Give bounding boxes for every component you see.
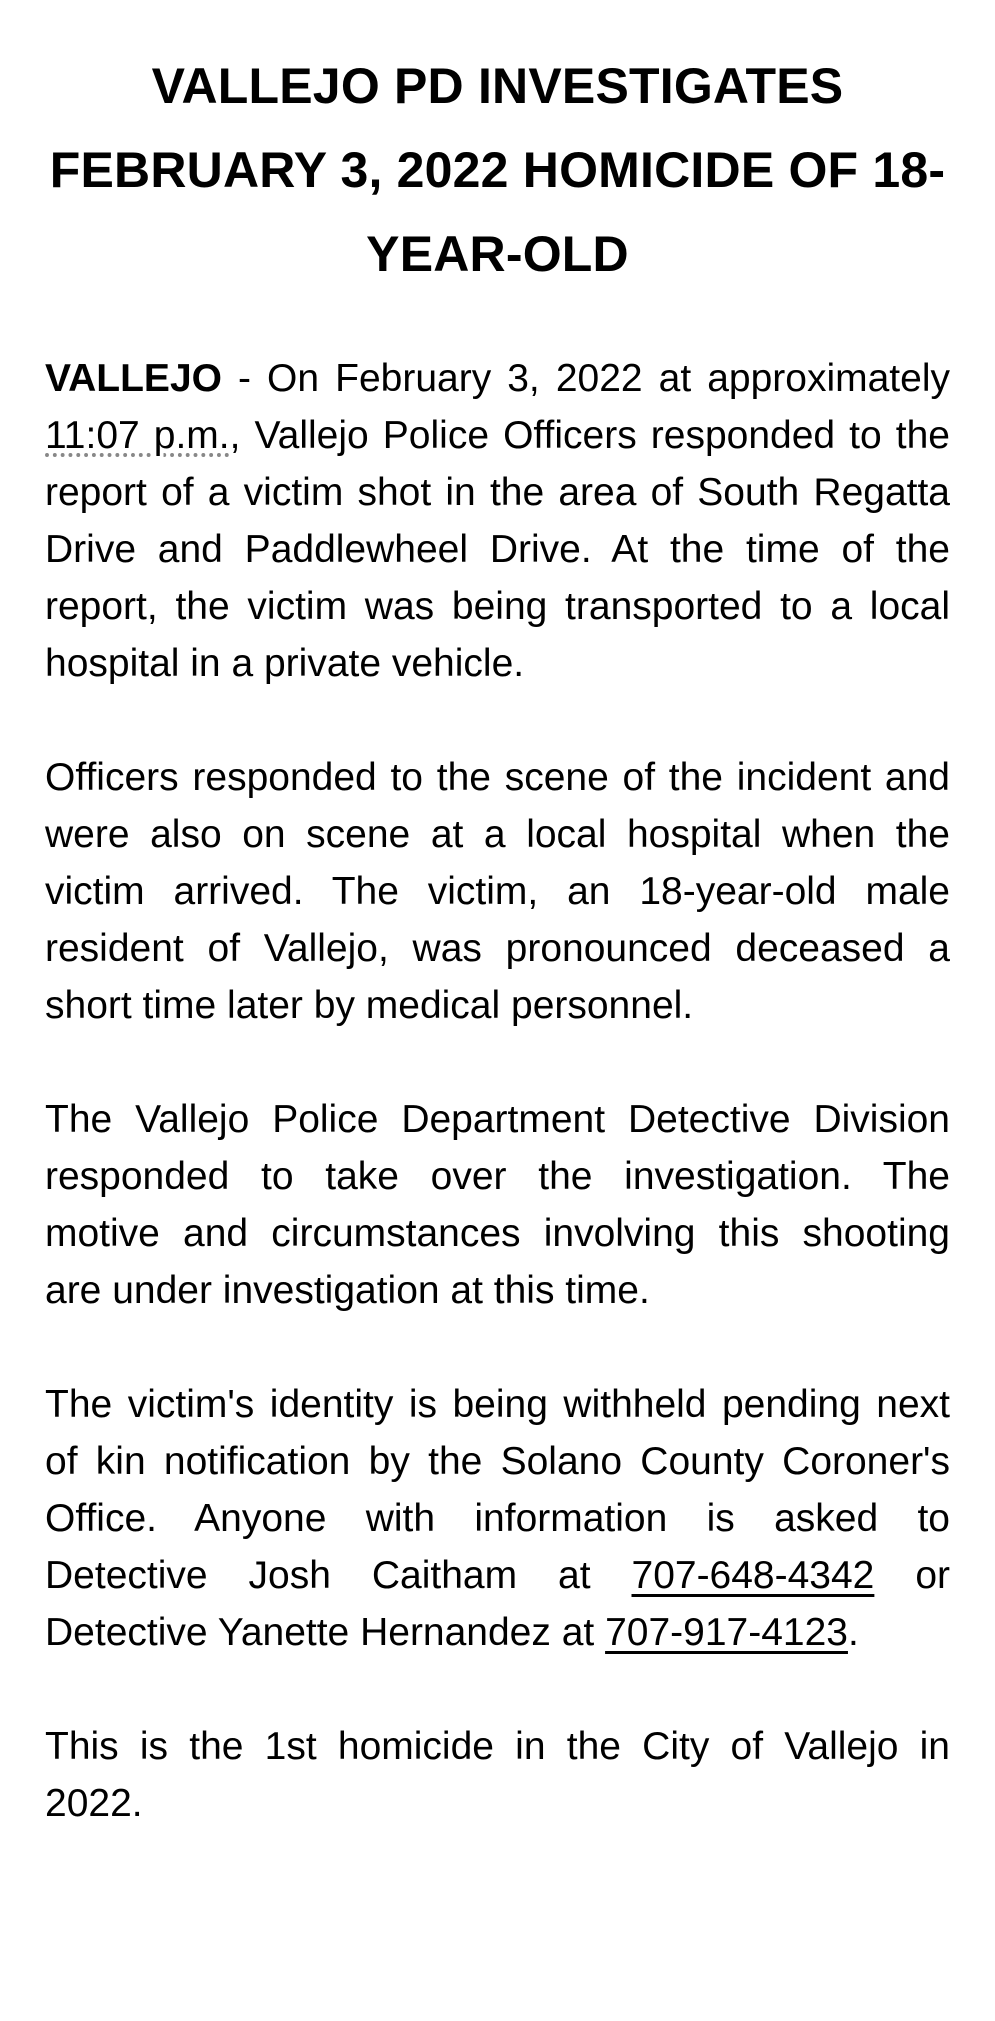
paragraph-incident-text-b: , Vallejo Police Officers responded to the report of a victim shot in the area of South Regatta Drive and Paddlewheel Drive. At the time of the report, the victim was being transported to a local hospital in a private vehicle. bbox=[45, 414, 950, 685]
dateline: VALLEJO bbox=[45, 357, 222, 400]
paragraph-investigation: The Vallejo Police Department Detective Division responded to take over the investigation. The motive and circumstances involving this shooting are under investigation at this time. bbox=[45, 1098, 950, 1312]
paragraph-response: Officers responded to the scene of the incident and were also on scene at a local hospital when the victim arrived. The victim, an 18-year-old male resident of Vallejo, was pronounced deceased a short time later by medical personnel. bbox=[45, 756, 950, 1027]
paragraph-contact-text-b: or Detective Yanette Hernandez at bbox=[45, 1554, 951, 1654]
paragraph-contact-text-a: The victim's identity is being withheld pending next of kin notification by the Solano County Coroner's Office. Anyone with information is asked to Detective Josh Caitham at bbox=[45, 1383, 950, 1597]
paragraph-homicide-count: This is the 1st homicide in the City of Vallejo in 2022. bbox=[45, 1725, 950, 1825]
time-link[interactable]: 11:07 p.m. bbox=[45, 414, 230, 457]
paragraph-contact bbox=[45, 1376, 950, 1661]
paragraph-incident bbox=[45, 350, 950, 692]
headline: VALLEJO PD INVESTIGATES FEBRUARY 3, 2022 HOMICIDE OF 18-YEAR-OLD bbox=[49, 58, 946, 282]
article-body bbox=[45, 350, 950, 1832]
paragraph-contact-text-c: . bbox=[847, 1611, 859, 1654]
phone-link-hernandez[interactable]: 707-917-4123 bbox=[605, 1611, 848, 1654]
paragraph-incident-text-a: - On February 3, 2022 at approximately bbox=[221, 357, 950, 400]
phone-link-caitham[interactable]: 707-648-4342 bbox=[631, 1554, 875, 1597]
